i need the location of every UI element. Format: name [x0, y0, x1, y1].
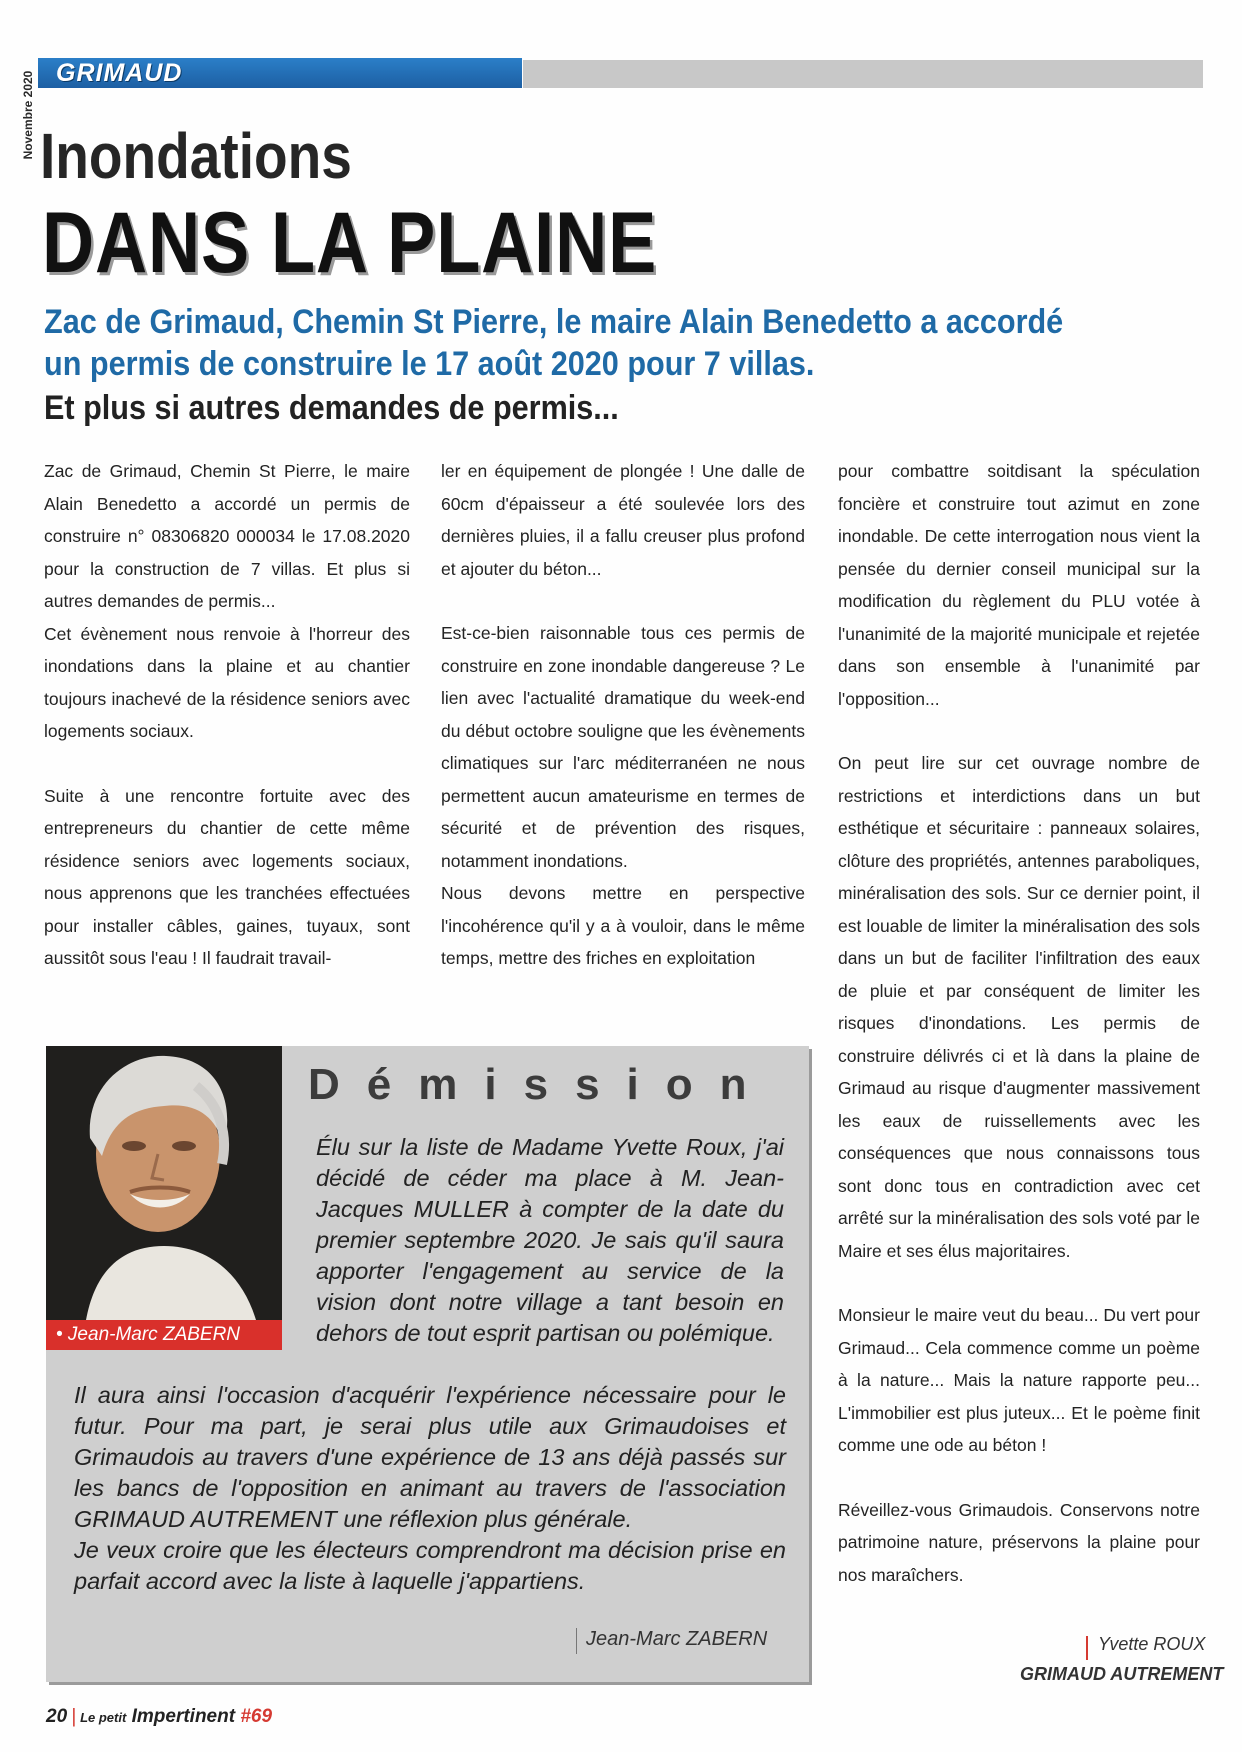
photo-caption [46, 1320, 282, 1350]
article-paragraph: Nous devons mettre en perspective l'incohérence qu'il y a à vouloir, dans le même temps, mettre des friches en exploitation [441, 883, 805, 968]
article-paragraph: Zac de Grimaud, Chemin St Pierre, le maire Alain Benedetto a accordé un permis de construire n° 08306820 000034 le 17.08.2020 pour la construction de 7 villas. Et plus si autres demandes de permis... [44, 461, 410, 611]
article-paragraph: On peut lire sur cet ouvrage nombre de restrictions et interdictions dans un but esthétique et sécuritaire : panneaux solaires, clôture des propriétés, antennes paraboliques, minéralisation des sols. Sur ce dernier point, il est louable de limiter la minéralisation des sols dans un but de faciliter l'infiltration des eaux de pluie et par conséquent de limiter les risques d'inondations. Les permis de construire délivrés ci et là dans la plaine de Grimaud au risque d'augmenter massivement les eaux de ruissellements avec les conséquences que nous connaissons tous sont donc tous en contradiction avec cet arrêté sur la minéralisation des sols voté par le Maire et ses élus majoritaires. [838, 753, 1200, 1261]
box-paragraph: Je veux croire que les électeurs comprendront ma décision prise en parfait accord avec la liste à laquelle j'appartiens. [74, 1537, 786, 1594]
box-signature: Jean-Marc ZABERN [586, 1628, 768, 1650]
box-paragraph: Élu sur la liste de Madame Yvette Roux, j'ai décidé de céder ma place à M. Jean-Jacques MULLER à compter de la date du premier septembre 2020. Je sais qu'il saura apporter l'engagement au service de la vision dont notre village a tant besoin en dehors de tout esprit partisan ou polémique. [316, 1134, 784, 1346]
article-column-2 [441, 455, 805, 975]
article-paragraph: ler en équipement de plongée ! Une dalle de 60cm d'épaisseur a été soulevée lors des dernières pluies, il a fallu creuser plus profond et ajouter du béton... [441, 461, 805, 579]
section-header-bar [38, 58, 522, 88]
article-paragraph: pour combattre soitdisant la spéculation foncière et construire tout azimut en zone inondable. De cette interrogation nous vient la pensée du dernier conseil municipal sur la modification du règlement du PLU votée à l'unanimité de la majorité municipale et rejetée dans son ensemble à l'unanimité par l'opposition... [838, 461, 1200, 709]
page-footer [46, 1706, 272, 1728]
footer-separator: | [71, 1706, 77, 1727]
article-paragraph: Cet évènement nous renvoie à l'horreur des inondations dans la plaine et au chantier toujours inachevé de la résidence seniors avec logements sociaux. [44, 623, 410, 741]
article-paragraph: Monsieur le maire veut du beau... Du vert pour Grimaud... Cela commence comme un poème à la nature... Mais la nature rapporte peu... L'immobilier est plus juteux... Et le poème finit comme une ode au béton ! [838, 1305, 1200, 1455]
article-column-3 [838, 455, 1200, 1591]
lede-line-2: un permis de construire le 17 août 2020 pour 7 villas. [44, 345, 815, 383]
headline-line-2: DANS LA PLAINE [42, 195, 658, 291]
resignation-box [46, 1046, 809, 1682]
article-paragraph: Suite à une rencontre fortuite avec des entrepreneurs du chantier de cette même résidence seniors avec logements sociaux, nous apprenons que les tranchées effectuées pour installer câbles, gaines, tuyaux, sont aussitôt sous l'eau ! Il faudrait travail- [44, 785, 410, 968]
section-label: GRIMAUD [56, 59, 183, 87]
article-paragraph: Réveillez-vous Grimaudois. Conservons notre patrimoine nature, préservons la plaine pour nos maraîchers. [838, 1499, 1200, 1585]
lede-line-3: Et plus si autres demandes de permis... [44, 389, 619, 427]
publication-prefix: Le petit [80, 1710, 127, 1725]
box-paragraph: Il aura ainsi l'occasion d'acquérir l'expérience nécessaire pour le futur. Pour ma part, je serai plus utile aux Grimaudoises et Grimaudois au travers d'une expérience de 13 ans déjà passés sur les bancs de l'opposition en animant au travers de l'association GRIMAUD AUTREMENT une réflexion plus générale. [74, 1382, 786, 1532]
article-signature-name: Yvette ROUX [1098, 1634, 1206, 1654]
box-text-lower [74, 1380, 786, 1597]
lede-line-1: Zac de Grimaud, Chemin St Pierre, le maire Alain Benedetto a accordé [44, 303, 1064, 341]
issue-date: Novembre 2020 [21, 70, 35, 160]
publication-name: Impertinent [131, 1706, 236, 1727]
issue-number: #69 [240, 1706, 273, 1727]
box-title: Démission [308, 1060, 774, 1109]
article-paragraph: Est-ce-bien raisonnable tous ces permis de construire en zone inondable dangereuse ? Le lien avec l'actualité dramatique du week-end du début octobre souligne que les évènements climatiques sur l'arc méditerranéen ne nous permettent aucun amateurisme en termes de sécurité et de prévention des risques, notamment inondations. [441, 623, 805, 871]
page-number: 20 [46, 1706, 68, 1727]
portrait-photo [46, 1046, 282, 1320]
box-text-upper [316, 1132, 784, 1349]
header-gray-rule [523, 60, 1203, 88]
article-column-1 [44, 455, 410, 975]
article-signature-org: GRIMAUD AUTREMENT [1020, 1664, 1224, 1684]
headline-line-1: Inondations [40, 120, 352, 192]
photo-caption-text: • Jean-Marc ZABERN [56, 1324, 241, 1345]
